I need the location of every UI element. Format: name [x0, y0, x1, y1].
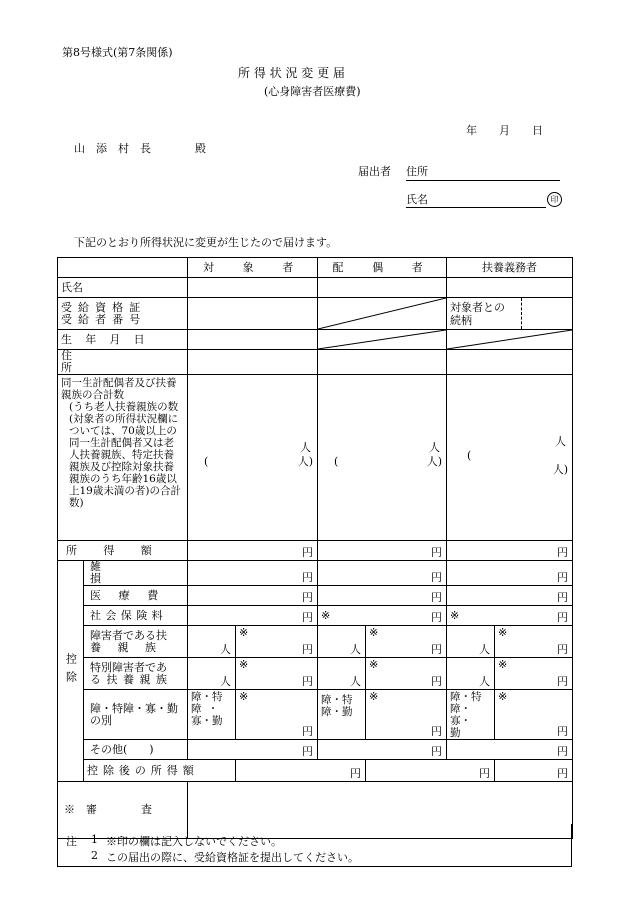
mark-asterisk: ※: [239, 626, 249, 639]
label-income: 所得額: [58, 541, 188, 561]
label-social-insurance: 社会保険料: [84, 606, 188, 626]
cell-medical-spouse[interactable]: [318, 586, 447, 606]
cell-name-supporter[interactable]: [447, 278, 573, 298]
unit-yen: 円: [431, 546, 442, 559]
cell-birth-spouse[interactable]: [318, 330, 447, 350]
cell-after-target[interactable]: [236, 760, 366, 782]
cell-special-supporter-count[interactable]: [447, 658, 495, 690]
col-target: 対 象 者: [188, 258, 318, 278]
unit-yen: 円: [302, 591, 313, 604]
label-misc-1: 障・特障・寡・勤: [90, 701, 178, 715]
cell-misc-supporter-amount[interactable]: [495, 690, 573, 740]
row-special-disabled: [58, 658, 573, 690]
unit-yen: 円: [557, 546, 568, 559]
unit-yen: 円: [302, 571, 313, 584]
cell-misc-target-options[interactable]: [188, 690, 236, 740]
row-cert: [58, 298, 573, 330]
name-label: 氏名: [406, 193, 428, 206]
label-birth: 生年月日: [58, 330, 188, 350]
misc-supporter-3: 勤: [450, 727, 461, 739]
cell-casualty-target[interactable]: [188, 561, 318, 586]
addressee: 山 添 村 長 殿: [74, 142, 206, 155]
misc-spouse-2: 障・勤: [321, 706, 353, 718]
unit-person: 人: [350, 675, 361, 688]
mark-asterisk: ※: [369, 626, 379, 639]
label-name-text: 氏名: [61, 280, 83, 294]
unit-yen: 円: [302, 611, 313, 624]
row-name: [58, 278, 573, 298]
name-line[interactable]: [406, 207, 546, 208]
cell-special-spouse-count[interactable]: [318, 658, 366, 690]
label-disabled-2: 養親族: [90, 640, 173, 654]
row-medical: [58, 586, 573, 606]
cell-social-spouse[interactable]: [318, 606, 447, 626]
cell-dependents-supporter[interactable]: [447, 375, 573, 541]
diagonal-line: [447, 330, 572, 349]
row-casualty: [58, 561, 573, 586]
label-disabled-dependents: [84, 626, 188, 658]
cell-name-target[interactable]: [188, 278, 318, 298]
submitter-label: 届出者: [358, 165, 391, 178]
cell-income-supporter[interactable]: [447, 541, 573, 561]
unit-yen: 円: [557, 725, 568, 738]
unit-person: 人: [350, 643, 361, 656]
col-supporter: 扶養義務者: [447, 258, 573, 278]
mark-asterisk: ※: [239, 658, 249, 671]
unit-yen: 円: [302, 546, 313, 559]
cell-other-spouse[interactable]: [318, 740, 447, 760]
row-dependents: [58, 375, 573, 541]
unit-yen: 円: [302, 643, 313, 656]
cell-cert-spouse: [318, 298, 447, 330]
cell-after-spouse[interactable]: [366, 760, 495, 782]
label-cert-1: 受給資格証: [61, 300, 147, 314]
cell-address-spouse[interactable]: [318, 350, 447, 375]
unit-person: 人: [479, 643, 490, 656]
cell-social-supporter[interactable]: [447, 606, 573, 626]
unit-yen: 円: [557, 643, 568, 656]
cell-relation[interactable]: [447, 298, 573, 330]
label-after-income: 控除後の所得額: [84, 760, 236, 782]
label-name: [58, 278, 188, 298]
row-misc-type: [58, 690, 573, 740]
address-line[interactable]: [406, 180, 560, 181]
cell-social-target[interactable]: [188, 606, 318, 626]
paren-open: (: [204, 455, 209, 468]
cell-casualty-supporter[interactable]: [447, 561, 573, 586]
note-2-number: 2: [91, 849, 98, 862]
seal-mark: [547, 192, 562, 207]
unit-yen: 円: [302, 675, 313, 688]
income-status-table: [57, 257, 573, 839]
cell-disabled-target-count[interactable]: [188, 626, 236, 658]
note-1-number: 1: [91, 833, 98, 846]
label-dependents-main: 同一生計配偶者及び扶養親族の合計数: [61, 377, 177, 401]
label-special-2: る扶養親族: [90, 672, 173, 686]
note-2: この届出の際に、受給資格証を提出してください。: [106, 851, 359, 864]
unit-yen: 円: [431, 675, 442, 688]
row-income: [58, 541, 573, 561]
unit-person: 人: [300, 441, 311, 454]
note-1: ※印の欄は記入しないでください。: [106, 835, 282, 848]
unit-yen: 円: [557, 767, 568, 780]
cell-casualty-spouse[interactable]: [318, 561, 447, 586]
misc-spouse-1: 障・特: [321, 694, 353, 706]
cell-disabled-spouse-amount[interactable]: [366, 626, 447, 658]
cell-misc-target-amount[interactable]: [236, 690, 318, 740]
label-medical: 医療費: [84, 586, 188, 606]
seal-icon: 印: [547, 192, 562, 207]
unit-yen: 円: [431, 611, 442, 624]
label-deduction: 控除: [58, 561, 84, 782]
misc-target-2: 障・: [191, 703, 225, 715]
row-address: [58, 350, 573, 375]
cell-income-target[interactable]: [188, 541, 318, 561]
misc-supporter-2: 障・寡・: [450, 703, 471, 727]
mark-asterisk: ※: [450, 609, 460, 622]
cell-misc-spouse-amount[interactable]: [366, 690, 447, 740]
cell-address-supporter[interactable]: [447, 350, 573, 375]
label-address: 住所: [58, 350, 188, 375]
unit-yen: 円: [302, 725, 313, 738]
cell-disabled-target-amount[interactable]: [236, 626, 318, 658]
row-after-income: [58, 760, 573, 782]
mark-asterisk: ※: [498, 658, 508, 671]
header-blank: [58, 258, 188, 278]
unit-person: 人: [479, 675, 490, 688]
unit-yen: 円: [557, 675, 568, 688]
header-row: [58, 258, 573, 278]
label-cert-2: 受給者番号: [61, 312, 147, 326]
label-other: その他( ): [84, 740, 188, 760]
unit-yen: 円: [431, 725, 442, 738]
unit-yen: 円: [557, 611, 568, 624]
label-special-1: 特別障害者であ: [90, 660, 167, 674]
unit-yen: 円: [479, 767, 490, 780]
unit-person: 人: [220, 643, 231, 656]
unit-yen: 円: [350, 767, 361, 780]
cell-name-spouse[interactable]: [318, 278, 447, 298]
label-review: ※ 審 査: [58, 782, 188, 839]
label-dependents-note: (うち老人扶養親族の数(対象者の所得状況欄については、70歳以上の同一生計配偶者又は老人扶養親族、特定扶養親族及び控除対象扶養親族のうち年齢16歳以上19歳未満の者)の合計数): [69, 401, 181, 509]
cell-medical-target[interactable]: [188, 586, 318, 606]
mark-asterisk: ※: [369, 690, 379, 703]
unit-yen: 円: [557, 571, 568, 584]
cell-other-target[interactable]: [188, 740, 318, 760]
unit-person: 人: [555, 435, 566, 448]
unit-person: 人: [220, 675, 231, 688]
cell-dependents-target[interactable]: [188, 375, 318, 541]
form-title: 所 得 状 況 変 更 届: [238, 66, 345, 80]
label-misc-type: [84, 690, 188, 740]
cell-after-supporter[interactable]: [495, 760, 573, 782]
notes-label: 注: [66, 835, 77, 848]
date-line: 年 月 日: [466, 124, 543, 137]
paren-open: (: [467, 449, 472, 462]
row-birth: [58, 330, 573, 350]
col-spouse: 配 偶 者: [318, 258, 447, 278]
intro-text: 下記のとおり所得状況に変更が生じたので届けます。: [74, 236, 338, 249]
cell-special-target-count[interactable]: [188, 658, 236, 690]
row-disabled-dependents: [58, 626, 573, 658]
unit-person-paren: 人): [552, 463, 568, 476]
cell-address-target[interactable]: [188, 350, 318, 375]
cell-cert-target[interactable]: [188, 298, 318, 330]
unit-yen: 円: [557, 745, 568, 758]
unit-yen: 円: [431, 591, 442, 604]
unit-person: 人: [429, 441, 440, 454]
misc-target-3: 寡・勤: [191, 715, 223, 727]
cell-special-supporter-amount[interactable]: [495, 658, 573, 690]
notes-box: [57, 824, 572, 867]
unit-person-paren: 人): [426, 455, 442, 468]
unit-yen: 円: [431, 571, 442, 584]
label-casualty: 雑損: [84, 561, 188, 586]
label-dependents: [58, 375, 188, 541]
diagonal-line: [318, 298, 446, 329]
cell-disabled-supporter-amount[interactable]: [495, 626, 573, 658]
unit-yen: 円: [431, 643, 442, 656]
cell-misc-spouse-options[interactable]: [318, 690, 366, 740]
label-special-disabled: [84, 658, 188, 690]
cell-disabled-supporter-count[interactable]: [447, 626, 495, 658]
misc-target-1: 障・特: [191, 691, 223, 703]
unit-yen: 円: [557, 591, 568, 604]
diagonal-line: [318, 330, 446, 349]
cell-other-supporter[interactable]: [447, 740, 573, 760]
misc-supporter-1: 障・特: [450, 691, 482, 703]
cell-disabled-spouse-count[interactable]: [318, 626, 366, 658]
address-label: 住所: [406, 165, 428, 178]
unit-person-paren: 人): [297, 455, 313, 468]
mark-asterisk: ※: [498, 626, 508, 639]
row-other: [58, 740, 573, 760]
label-relation-1: 対象者との: [450, 301, 505, 314]
row-social-insurance: [58, 606, 573, 626]
cell-misc-supporter-options[interactable]: [447, 690, 495, 740]
mark-asterisk: ※: [239, 690, 249, 703]
cell-birth-target[interactable]: [188, 330, 318, 350]
unit-yen: 円: [302, 745, 313, 758]
cell-income-spouse[interactable]: [318, 541, 447, 561]
unit-yen: 円: [431, 745, 442, 758]
cell-special-target-amount[interactable]: [236, 658, 318, 690]
label-misc-2: の別: [90, 713, 112, 727]
cell-special-spouse-amount[interactable]: [366, 658, 447, 690]
paren-open: (: [334, 455, 339, 468]
mark-asterisk: ※: [369, 658, 379, 671]
form-number: 第8号様式(第7条関係): [62, 46, 173, 59]
mark-asterisk: ※: [498, 690, 508, 703]
relation-divider: [521, 298, 522, 329]
label-disabled-1: 障害者である扶: [90, 628, 167, 642]
cell-medical-supporter[interactable]: [447, 586, 573, 606]
cell-birth-supporter[interactable]: [447, 330, 573, 350]
label-relation-2: 続柄: [450, 314, 472, 327]
mark-asterisk: ※: [321, 609, 331, 622]
form-subtitle: (心身障害者医療費): [264, 85, 361, 98]
label-cert: [58, 298, 188, 330]
cell-dependents-spouse[interactable]: [318, 375, 447, 541]
